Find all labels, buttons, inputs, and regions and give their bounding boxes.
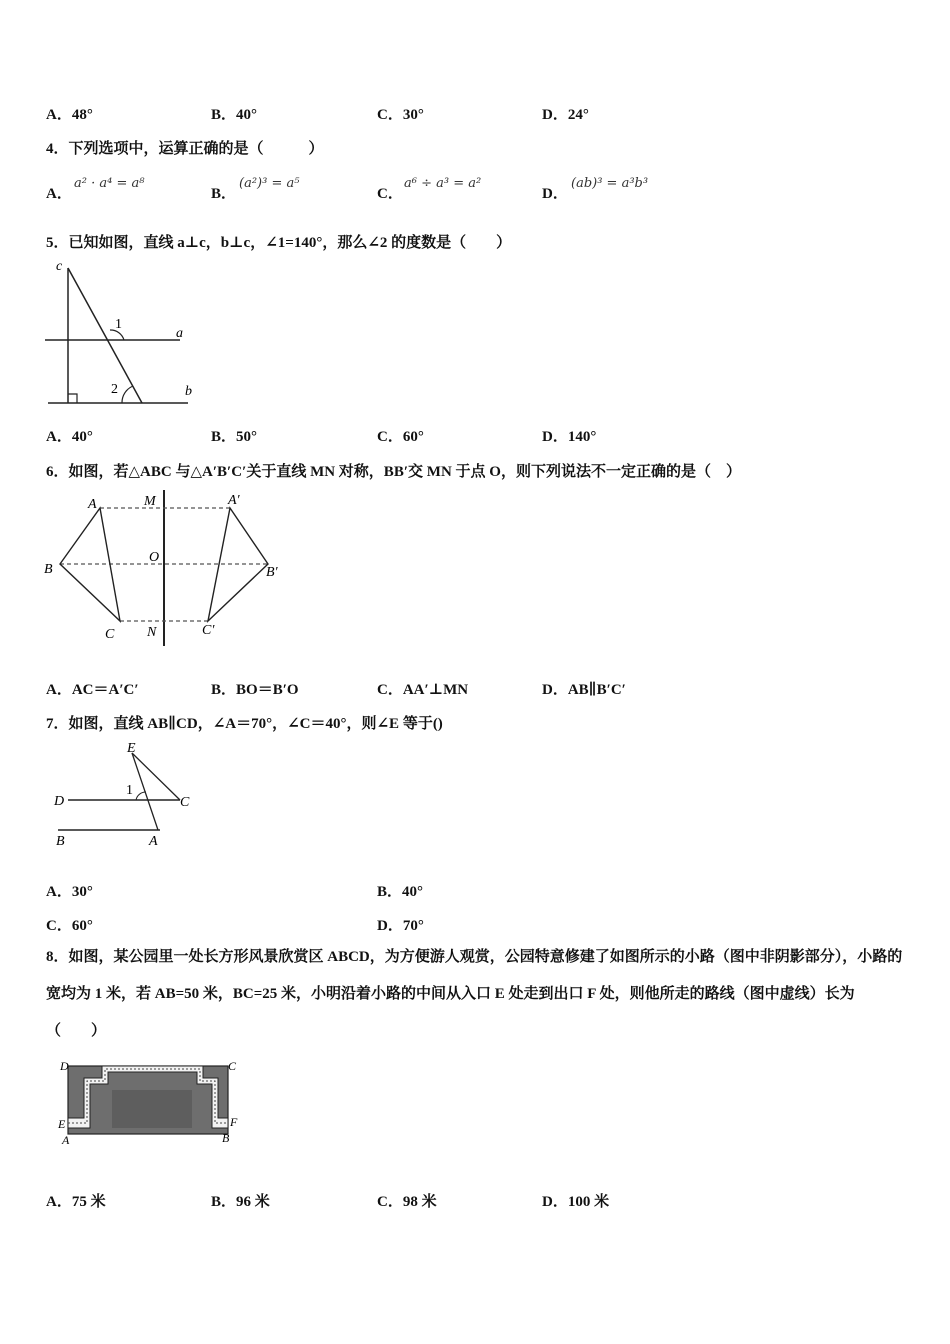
q8-option-d: D．100 米 bbox=[542, 1194, 610, 1210]
q7-label-e: E bbox=[127, 741, 136, 756]
q8-option-a: A．75 米 bbox=[46, 1194, 106, 1210]
q6-label-a: A bbox=[88, 497, 97, 512]
q8-label-d: D bbox=[60, 1059, 69, 1073]
q4-option-c-formula: a⁶ ÷ a³ = a² bbox=[404, 176, 482, 191]
q5-option-a: A．40° bbox=[46, 429, 93, 445]
q5-option-d: D．140° bbox=[542, 429, 597, 445]
q5-label-angle1: 1 bbox=[115, 317, 122, 332]
q4-option-b-formula: (a²)³ = a⁵ bbox=[239, 176, 300, 191]
q7-stem: 7．如图，直线 AB∥CD，∠A＝70°，∠C＝40°，则∠E 等于() bbox=[46, 716, 443, 732]
q6-option-d: D．AB∥B′C′ bbox=[542, 682, 626, 698]
q5-stem: 5．已知如图，直线 a⊥c，b⊥c，∠1=140°，那么∠2 的度数是（ ） bbox=[46, 235, 512, 251]
q4-option-a-formula: a² · a⁴ = a⁸ bbox=[74, 176, 145, 191]
q8-option-b: B．96 米 bbox=[211, 1194, 270, 1210]
q7-label-d: D bbox=[54, 794, 65, 809]
q5-label-c: c bbox=[56, 259, 63, 274]
q7-option-d: D．70° bbox=[377, 918, 424, 934]
q6-label-o: O bbox=[149, 550, 160, 565]
q8-figure bbox=[52, 1058, 242, 1150]
q8-option-c: C．98 米 bbox=[377, 1194, 437, 1210]
q7-label-a: A bbox=[149, 834, 158, 849]
q8-label-e: E bbox=[58, 1117, 66, 1131]
q7-label-b: B bbox=[56, 834, 65, 849]
q4-option-a: A． bbox=[46, 186, 72, 202]
q4-option-d: D． bbox=[542, 186, 568, 202]
q4-option-b: B． bbox=[211, 186, 237, 202]
q5-label-angle2: 2 bbox=[111, 382, 118, 397]
q5-option-c: C．60° bbox=[377, 429, 424, 445]
q4-stem: 4．下列选项中，运算正确的是（ ） bbox=[46, 141, 324, 157]
q4-option-c: C． bbox=[377, 186, 403, 202]
q6-label-n: N bbox=[147, 625, 157, 640]
q6-label-a-prime: A′ bbox=[228, 493, 240, 508]
q6-label-c: C bbox=[105, 627, 115, 642]
q8-label-c: C bbox=[228, 1059, 237, 1073]
q6-label-b-prime: B′ bbox=[266, 565, 278, 580]
q3-option-b: B．40° bbox=[211, 107, 258, 123]
q8-label-a: A bbox=[62, 1133, 70, 1147]
q8-label-b: B bbox=[222, 1131, 230, 1145]
q5-option-b: B．50° bbox=[211, 429, 258, 445]
q4-option-d-formula: (ab)³ = a³b³ bbox=[571, 176, 649, 191]
q7-figure bbox=[50, 740, 210, 855]
q6-stem: 6．如图，若△ABC 与△A′B′C′关于直线 MN 对称，BB′交 MN 于点 O，则下列说法不一定正确的是（ ） bbox=[46, 464, 741, 480]
q3-option-c: C．30° bbox=[377, 107, 424, 123]
q6-option-c: C．AA′⊥MN bbox=[377, 682, 469, 698]
q6-label-m: M bbox=[144, 494, 156, 509]
q7-option-b: B．40° bbox=[377, 884, 424, 900]
q8-stem: 8．如图，某公园里一处长方形风景欣赏区 ABCD，为方便游人观赏，公园特意修建了如图所示的小路（图中非阴影部分），小路的宽均为 1 米，若 AB=50 米，BC=25 米，小明沿着小路的中间从入口 E 处走到出口 F 处，则他所走的路线（图中虚线）长为（ ） bbox=[46, 949, 903, 1039]
q6-option-b: B．BO＝B′O bbox=[211, 682, 299, 698]
q5-label-a: a bbox=[176, 326, 183, 341]
q7-label-angle1: 1 bbox=[126, 783, 133, 798]
q7-label-c: C bbox=[180, 795, 190, 810]
q6-option-a: A．AC＝A′C′ bbox=[46, 682, 139, 698]
q8-label-f: F bbox=[230, 1115, 238, 1129]
q7-option-c: C．60° bbox=[46, 918, 93, 934]
q5-label-b: b bbox=[185, 384, 192, 399]
q6-label-c-prime: C′ bbox=[202, 623, 215, 638]
q3-option-d: D．24° bbox=[542, 107, 589, 123]
q5-figure bbox=[40, 256, 210, 411]
q7-option-a: A．30° bbox=[46, 884, 93, 900]
q6-figure bbox=[40, 488, 300, 648]
q6-label-b: B bbox=[44, 562, 53, 577]
q3-option-a: A．48° bbox=[46, 107, 93, 123]
